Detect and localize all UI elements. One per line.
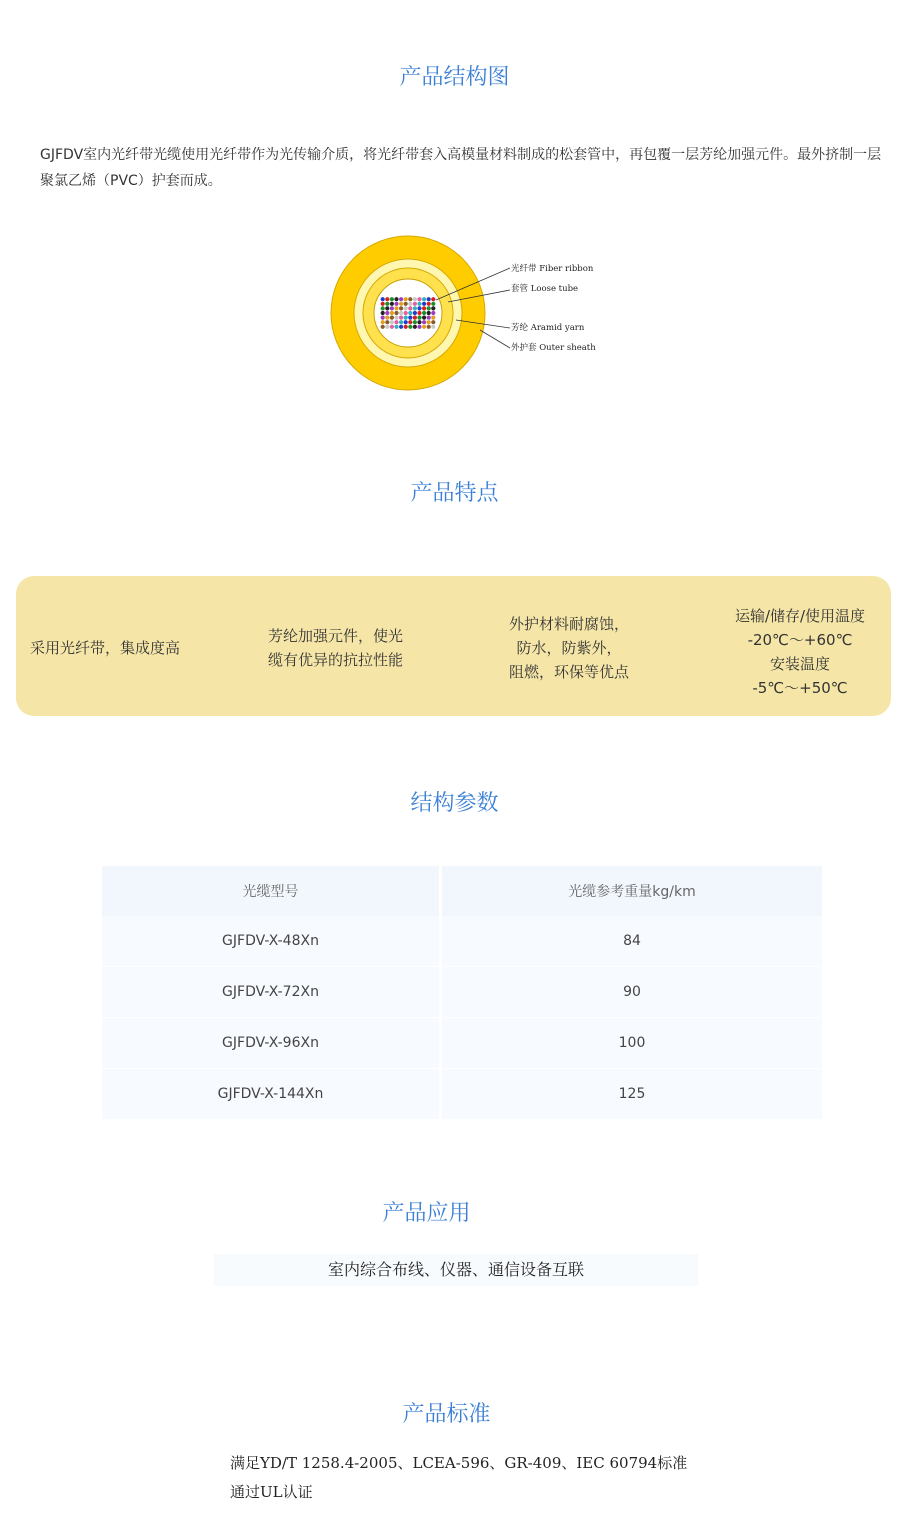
fiber-dot	[390, 311, 394, 315]
fiber-dot	[399, 320, 403, 324]
table-row	[102, 916, 822, 966]
fiber-dot	[399, 297, 403, 301]
cell-model: GJFDV-X-144Xn	[102, 1068, 442, 1119]
fiber-dot	[408, 316, 412, 320]
fiber-dot	[413, 302, 417, 306]
fiber-dot	[399, 311, 403, 315]
fiber-dot	[390, 325, 394, 329]
fiber-dot	[422, 306, 426, 310]
fiber-dot	[427, 320, 431, 324]
cell-weight: 90	[442, 966, 822, 1017]
fiber-dot	[381, 325, 385, 329]
fiber-dot	[431, 302, 435, 306]
cell-weight: 125	[442, 1068, 822, 1119]
fiber-dot	[422, 297, 426, 301]
fiber-dot	[413, 306, 417, 310]
fiber-dot	[404, 306, 408, 310]
application-text: 室内综合布线、仪器、通信设备互联	[214, 1254, 698, 1286]
table-row	[102, 1068, 822, 1119]
fiber-dot	[427, 325, 431, 329]
label-loose-tube: 套管 Loose tube	[511, 284, 579, 294]
fiber-dot	[394, 320, 398, 324]
fiber-dot	[390, 306, 394, 310]
label-aramid-yarn: 芳纶 Aramid yarn	[511, 323, 585, 333]
fiber-dot	[399, 306, 403, 310]
fiber-dot	[417, 320, 421, 324]
fiber-dot	[408, 302, 412, 306]
fiber-dot	[385, 325, 389, 329]
fiber-dot	[404, 297, 408, 301]
cell-model: GJFDV-X-48Xn	[102, 916, 442, 966]
fiber-dot	[413, 320, 417, 324]
header-weight: 光缆参考重量kg/km	[442, 866, 822, 916]
fiber-dot	[399, 302, 403, 306]
fiber-dot	[394, 325, 398, 329]
fiber-dot	[381, 302, 385, 306]
feature-2-line: 芳纶加强元件，使光	[268, 627, 404, 645]
fiber-dot	[413, 311, 417, 315]
fiber-dot	[394, 311, 398, 315]
fiber-dot	[422, 325, 426, 329]
feature-1-line: 采用光纤带，集成度高	[30, 639, 181, 657]
fiber-dot	[427, 302, 431, 306]
feature-3-line: 防水，防紫外，	[516, 639, 622, 657]
fiber-dot	[408, 306, 412, 310]
fiber-dot	[431, 320, 435, 324]
fiber-dot	[422, 302, 426, 306]
table-row	[102, 1017, 822, 1068]
header-model: 光缆型号	[102, 866, 442, 916]
fiber-dot	[427, 306, 431, 310]
fiber-dot	[408, 311, 412, 315]
label-fiber-ribbon: 光纤带 Fiber ribbon	[511, 264, 594, 274]
standard-line: 满足YD/T 1258.4-2005、LCEA-596、GR-409、IEC 60794标准	[230, 1454, 688, 1472]
fiber-dot	[404, 316, 408, 320]
fiber-dot	[408, 325, 412, 329]
fiber-dot	[390, 316, 394, 320]
fiber-dot	[427, 311, 431, 315]
fiber-dot	[417, 316, 421, 320]
standard-title: 产品标准	[402, 1402, 491, 1427]
fiber-dot	[381, 316, 385, 320]
label-outer-sheath: 外护套 Outer sheath	[511, 343, 596, 353]
fiber-dot	[417, 302, 421, 306]
fiber-dot	[404, 311, 408, 315]
features-panel	[16, 576, 891, 716]
fiber-dot	[417, 306, 421, 310]
fiber-dot	[413, 297, 417, 301]
feature-3-line: 外护材料耐腐蚀，	[508, 615, 629, 633]
intro-text: GJFDV室内光纤带光缆使用光纤带作为光传输介质，将光纤带套入高模量材料制成的松套管中，再包覆一层芳纶加强元件。最外挤制一层聚氯乙烯（PVC）护套而成。	[40, 147, 882, 189]
fiber-dot	[381, 306, 385, 310]
feature-4	[720, 604, 880, 700]
cell-weight: 84	[442, 916, 822, 966]
leader-outer-sheath	[480, 330, 510, 348]
fiber-dot	[408, 297, 412, 301]
cell-weight: 100	[442, 1017, 822, 1068]
feature-3	[504, 612, 634, 684]
standard-line: 通过UL认证	[230, 1483, 313, 1501]
structure-title: 产品结构图	[399, 65, 510, 90]
fiber-dot	[413, 316, 417, 320]
fiber-dot	[404, 320, 408, 324]
fiber-dot	[431, 311, 435, 315]
fiber-dot	[399, 325, 403, 329]
table-row	[102, 966, 822, 1017]
application-title: 产品应用	[382, 1201, 471, 1226]
feature-2-line: 缆有优异的抗拉性能	[268, 651, 404, 669]
cable-cross-section-diagram	[320, 228, 620, 398]
fiber-dot	[385, 297, 389, 301]
fiber-dot	[422, 311, 426, 315]
fiber-dot	[385, 306, 389, 310]
fiber-dot	[408, 320, 412, 324]
features-title: 产品特点	[410, 481, 499, 506]
fiber-dot	[404, 302, 408, 306]
fiber-dot	[390, 302, 394, 306]
fiber-dot	[417, 325, 421, 329]
fiber-dot	[394, 316, 398, 320]
fiber-dot	[417, 311, 421, 315]
fiber-dot	[385, 302, 389, 306]
fiber-dot	[381, 311, 385, 315]
params-title: 结构参数	[410, 791, 499, 816]
fiber-dot	[431, 306, 435, 310]
fiber-dot	[399, 316, 403, 320]
fiber-dot	[390, 320, 394, 324]
fiber-dot	[422, 320, 426, 324]
feature-4-line: -5℃～+50℃	[752, 679, 848, 697]
feature-3-line: 阻燃，环保等优点	[508, 663, 629, 681]
fiber-dot	[404, 325, 408, 329]
fiber-dot	[385, 320, 389, 324]
fiber-dot	[431, 316, 435, 320]
feature-4-line: 安装温度	[769, 655, 830, 673]
fiber-dot	[394, 297, 398, 301]
params-table	[102, 866, 822, 1119]
fiber-dot	[390, 297, 394, 301]
fiber-dot	[422, 316, 426, 320]
fiber-dot	[417, 297, 421, 301]
fiber-dot	[381, 297, 385, 301]
cell-model: GJFDV-X-96Xn	[102, 1017, 442, 1068]
fiber-dot	[427, 297, 431, 301]
fiber-dot	[427, 316, 431, 320]
table-header-row	[102, 866, 822, 916]
fiber-dot	[385, 311, 389, 315]
fiber-dot	[394, 306, 398, 310]
feature-4-line: -20℃～+60℃	[747, 631, 853, 649]
cell-model: GJFDV-X-72Xn	[102, 966, 442, 1017]
feature-4-line: 运输/储存/使用温度	[734, 607, 866, 625]
fiber-dot	[431, 297, 435, 301]
feature-1	[30, 636, 180, 660]
fiber-dot	[431, 325, 435, 329]
fiber-dot	[394, 302, 398, 306]
fiber-dot	[385, 316, 389, 320]
fiber-dot	[381, 320, 385, 324]
feature-2	[268, 624, 403, 672]
fiber-dot	[413, 325, 417, 329]
